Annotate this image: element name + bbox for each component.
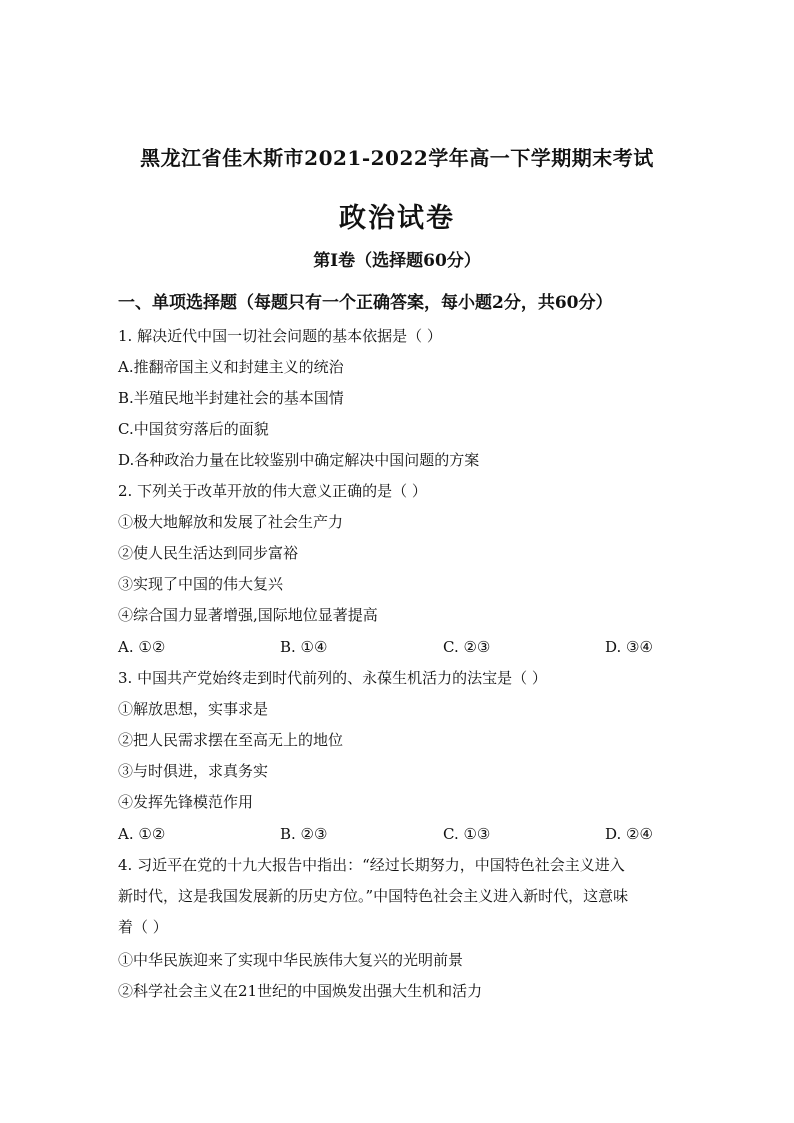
question-1-option-a: A.推翻帝国主义和封建主义的统治 — [118, 358, 344, 376]
question-4-statement-2: ②科学社会主义在21世纪的中国焕发出强大生机和活力 — [118, 982, 483, 1000]
question-3-choice-c: C. ①③ — [443, 825, 491, 843]
question-3-choice-d: D. ②④ — [605, 825, 653, 843]
subject-title: 政治试卷 — [339, 203, 455, 234]
exam-title: 黑龙江省佳木斯市2021-2022学年高一下学期期末考试 — [140, 146, 654, 170]
question-1-option-d: D.各种政治力量在比较鉴别中确定解决中国问题的方案 — [118, 451, 480, 469]
question-1-option-b: B.半殖民地半封建社会的基本国情 — [118, 389, 344, 407]
question-3-statement-2: ②把人民需求摆在至高无上的地位 — [118, 731, 344, 749]
question-4-stem-line-1: 4. 习近平在党的十九大报告中指出：“经过长期努力，中国特色社会主义进入 — [118, 856, 625, 874]
question-1-stem: 1. 解决近代中国一切社会问题的基本依据是（ ） — [118, 327, 442, 345]
question-1-option-c: C.中国贫穷落后的面貌 — [118, 420, 269, 438]
question-2-statement-2: ②使人民生活达到同步富裕 — [118, 544, 299, 562]
question-3-choice-b: B. ②③ — [280, 825, 328, 843]
question-2-choice-b: B. ①④ — [280, 638, 328, 656]
question-4-stem-line-2: 新时代，这是我国发展新的历史方位。”中国特色社会主义进入新时代，这意味 — [118, 887, 629, 905]
question-4-stem-line-3: 着（ ） — [118, 918, 168, 936]
section-heading: 一、单项选择题（每题只有一个正确答案，每小题2分，共60分） — [118, 293, 613, 313]
question-3-choice-a: A. ①② — [118, 825, 166, 843]
question-2-statement-4: ④综合国力显著增强,国际地位显著提高 — [118, 606, 378, 624]
question-2-choice-d: D. ③④ — [605, 638, 653, 656]
question-2-statement-1: ①极大地解放和发展了社会生产力 — [118, 513, 344, 531]
question-2-choice-a: A. ①② — [118, 638, 166, 656]
question-2-stem: 2. 下列关于改革开放的伟大意义正确的是（ ） — [118, 482, 427, 500]
question-3-stem: 3. 中国共产党始终走到时代前列的、永葆生机活力的法宝是（ ） — [118, 669, 547, 687]
volume-title: 第Ⅰ卷（选择题60分） — [313, 251, 481, 271]
question-3-statement-4: ④发挥先锋模范作用 — [118, 793, 254, 811]
question-2-statement-3: ③实现了中国的伟大复兴 — [118, 575, 284, 593]
question-2-choice-c: C. ②③ — [443, 638, 491, 656]
question-3-statement-1: ①解放思想，实事求是 — [118, 700, 269, 718]
question-3-statement-3: ③与时俱进，求真务实 — [118, 762, 269, 780]
question-4-statement-1: ①中华民族迎来了实现中华民族伟大复兴的光明前景 — [118, 951, 464, 969]
